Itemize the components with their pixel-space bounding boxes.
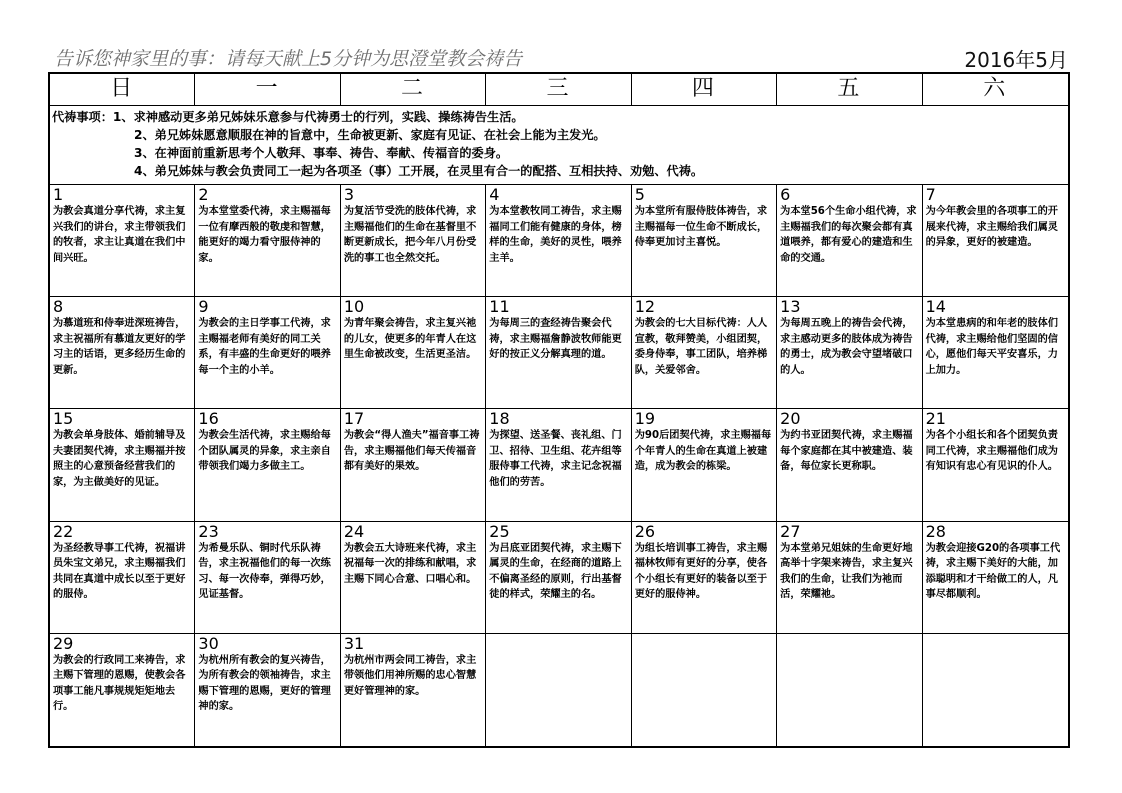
day-prayer-text: 为本堂堂委代祷，求主赐福每一位有摩西般的敬虔和智慧，能更好的竭力看守服侍神的家。 xyxy=(198,206,331,264)
day-prayer-text: 为吕底亚团契代祷，求主赐下属灵的生命，在经商的道路上不偏离圣经的原则，行出基督徒的样式，荣耀主的名。 xyxy=(489,542,622,601)
page-title: 告诉您神家里的事：请每天献上5分钟为思澄堂教会祷告 xyxy=(54,48,523,70)
day-number: 9 xyxy=(198,297,209,317)
day-number: 21 xyxy=(925,409,946,429)
day-prayer-text: 为教会“得人渔夫”福音事工祷告，求主赐福他们每天传福音都有美好的果效。 xyxy=(343,430,480,473)
day-number: 17 xyxy=(343,409,365,429)
day-number: 3 xyxy=(343,185,355,204)
prayer-note: 3、在神面前重新思考个人敬拜、事奉、祷告、奉献、传福音的委身。 xyxy=(134,146,509,160)
day-cell xyxy=(486,634,631,746)
day-prayer-text: 为青年聚会祷告，求主复兴祂的儿女，使更多的年青人在这里生命被改变，生活更圣洁。 xyxy=(343,318,477,361)
day-cell xyxy=(777,522,922,634)
day-number: 11 xyxy=(489,297,510,317)
calendar xyxy=(48,72,1070,748)
day-cell xyxy=(50,297,195,409)
day-cell xyxy=(486,185,631,297)
day-prayer-text: 为组长培训事工祷告，求主赐福林牧师有更好的分享，使各个小组长有更好的装备以至于更好的服侍神。 xyxy=(634,542,768,601)
prayer-note: 4、弟兄姊妹与教会负责同工一起为各项圣（事）工开展，在灵里有合一的配搭、互相扶持、劝勉、代祷。 xyxy=(134,164,704,178)
day-number: 22 xyxy=(53,521,74,541)
day-cell xyxy=(50,409,195,521)
day-number: 30 xyxy=(198,633,219,653)
day-number: 8 xyxy=(53,297,64,317)
day-cell xyxy=(341,185,486,297)
day-number: 10 xyxy=(343,297,365,317)
day-number: 19 xyxy=(634,409,656,429)
weekday-sunday: 日 xyxy=(50,74,195,105)
day-cell xyxy=(777,409,922,521)
day-number: 25 xyxy=(489,521,510,541)
day-prayer-text: 为每周五晚上的祷告会代祷，求主感动更多的肢体成为祷告的勇士，成为教会守望堵破口的人。 xyxy=(780,318,913,376)
day-number: 23 xyxy=(198,521,219,541)
weekday-tuesday: 二 xyxy=(341,74,486,105)
day-prayer-text: 为希曼乐队、铜时代乐队祷告，求主祝福他们的每一次练习、每一次侍奉，弹得巧妙，见证基督。 xyxy=(198,542,331,601)
day-prayer-text: 为杭州所有教会的复兴祷告，为所有教会的领袖祷告，求主赐下管理的恩赐，更好的管理神的家。 xyxy=(198,654,331,713)
day-cell xyxy=(632,297,777,409)
day-prayer-text: 为本堂患病的和年老的肢体们代祷，求主赐给他们坚固的信心，愿他们每天平安喜乐，力上加力。 xyxy=(925,318,1058,376)
day-number: 12 xyxy=(634,297,656,317)
day-prayer-text: 为圣经教导事工代祷，祝福讲员朱宝文弟兄，求主赐福我们共同在真道中成长以至于更好的服侍。 xyxy=(53,542,186,601)
prayer-note: 2、弟兄姊妹愿意顺服在神的旨意中，生命被更新、家庭有见证、在社会上能为主发光。 xyxy=(134,128,606,142)
day-number: 29 xyxy=(53,633,74,653)
weekday-wednesday: 三 xyxy=(486,74,631,105)
day-prayer-text: 为各个小组长和各个团契负责同工代祷，求主赐福他们成为有知识有忠心有见识的仆人。 xyxy=(925,430,1058,473)
header xyxy=(48,42,1070,72)
day-number: 16 xyxy=(198,409,219,429)
day-cell xyxy=(923,185,1068,297)
day-prayer-text: 为每周三的查经祷告聚会代祷，求主赐福詹静波牧师能更好的按正义分解真理的道。 xyxy=(489,318,622,361)
day-prayer-text: 为探望、送圣餐、丧礼组、门卫、招待、卫生组、花卉组等服侍事工代祷，求主记念祝福他们的劳苦。 xyxy=(489,430,622,488)
day-cell xyxy=(486,297,631,409)
day-cell xyxy=(341,522,486,634)
day-prayer-text: 为教会真道分享代祷，求主复兴我们的讲台，求主带领我们的牧者，求主让真道在我们中间兴旺。 xyxy=(53,206,186,264)
weekday-saturday: 六 xyxy=(983,76,1008,101)
day-cell xyxy=(341,297,486,409)
day-prayer-text: 为教会的行政同工来祷告，求主赐下管理的恩赐，使教会各项事工能凡事规规矩矩地去行。 xyxy=(53,654,186,713)
day-prayer-text: 为教会生活代祷，求主赐给每个团队属灵的异象，求主亲自带领我们竭力多做主工。 xyxy=(198,430,331,473)
day-cell xyxy=(50,634,195,746)
day-number: 15 xyxy=(53,409,74,429)
day-number: 18 xyxy=(489,409,510,429)
day-cell xyxy=(777,297,922,409)
day-prayer-text: 为复活节受洗的肢体代祷，求主赐福他们的生命在基督里不断更新成长，把今年八月份受洗的事工也全然交托。 xyxy=(343,206,477,264)
day-prayer-text: 为慕道班和侍奉进深班祷告，求主祝福所有慕道友更好的学习主的话语，更多经历生命的更新。 xyxy=(53,318,186,376)
day-number: 4 xyxy=(489,185,500,204)
day-cell xyxy=(50,522,195,634)
day-number: 5 xyxy=(634,185,645,204)
day-cell xyxy=(923,297,1068,409)
day-number: 24 xyxy=(343,521,365,541)
weekday-thursday: 四 xyxy=(632,74,777,105)
day-prayer-text: 为教会的主日学事工代祷，求主赐福老师有美好的同工关系，有丰盛的生命更好的喂养每一个主的小羊。 xyxy=(198,318,331,376)
day-cell xyxy=(777,185,922,297)
day-number: 7 xyxy=(925,185,936,204)
day-cell xyxy=(50,185,195,297)
day-cell xyxy=(923,634,1068,746)
day-prayer-text: 为约书亚团契代祷，求主赐福每个家庭都在其中被建造、装备，每位家长更称职。 xyxy=(780,430,913,473)
weekday-monday: 一 xyxy=(195,74,340,105)
day-grid xyxy=(50,185,1068,746)
day-cell xyxy=(632,522,777,634)
day-prayer-text: 为教会迎接G20的各项事工代祷，求主赐下美好的大能，加添聪明和才干给做工的人，凡事尽都顺利。 xyxy=(925,542,1061,601)
day-cell xyxy=(195,409,340,521)
day-cell xyxy=(632,409,777,521)
prayer-note: 代祷事项：1、求神感动更多弟兄姊妹乐意参与代祷勇士的行列，实践、操练祷告生活。 xyxy=(52,110,524,124)
day-number: 26 xyxy=(634,521,656,541)
day-cell xyxy=(923,522,1068,634)
day-prayer-text: 为90后团契代祷，求主赐福每个年青人的生命在真道上被建造，成为教会的栋梁。 xyxy=(634,430,772,473)
day-prayer-text: 为教会的七大目标代祷：人人宣教，敬拜赞美，小组团契，委身侍奉，事工团队，培养梯队，关爱邻舍。 xyxy=(634,318,768,376)
day-prayer-text: 为本堂教牧同工祷告，求主赐福同工们能有健康的身体，榜样的生命，美好的灵性，喂养主羊。 xyxy=(489,206,622,264)
day-number: 6 xyxy=(780,185,791,204)
day-cell xyxy=(486,522,631,634)
day-number: 28 xyxy=(925,521,946,541)
day-prayer-text: 为教会单身肢体、婚前辅导及夫妻团契代祷，求主赐福并按照主的心意预备经营我们的家，为主做美好的见证。 xyxy=(53,430,186,488)
day-number: 20 xyxy=(780,409,801,429)
prayer-notes xyxy=(50,106,1068,185)
day-cell xyxy=(923,409,1068,521)
day-number: 27 xyxy=(780,521,801,541)
day-prayer-text: 为本堂所有服侍肢体祷告，求主赐福每一位生命不断成长，侍奉更加讨主喜悦。 xyxy=(634,206,768,248)
month-label: 2016年5月 xyxy=(964,48,1068,72)
weekday-header-row xyxy=(50,74,1068,106)
day-cell xyxy=(195,522,340,634)
day-cell xyxy=(341,634,486,746)
day-cell xyxy=(195,297,340,409)
day-cell xyxy=(195,185,340,297)
day-cell xyxy=(632,185,777,297)
day-cell xyxy=(632,634,777,746)
day-prayer-text: 为教会五大诗班来代祷，求主祝福每一次的排练和献唱，求主赐下同心合意、口唱心和。 xyxy=(343,542,477,585)
day-prayer-text: 为杭州市两会同工祷告，求主带领他们用神所赐的忠心智慧更好管理神的家。 xyxy=(343,654,477,697)
day-prayer-text: 为今年教会里的各项事工的开展来代祷，求主赐给我们属灵的异象，更好的被建造。 xyxy=(925,206,1058,248)
weekday-friday: 五 xyxy=(777,74,922,105)
day-prayer-text: 为本堂弟兄姐妹的生命更好地高举十字架来祷告，求主复兴我们的生命，让我们为祂而活，荣耀祂。 xyxy=(780,542,913,601)
day-prayer-text: 为本堂56个生命小组代祷，求主赐福我们的每次聚会都有真道喂养，都有爱心的建造和生命的交通。 xyxy=(780,206,917,264)
day-number: 2 xyxy=(198,185,209,204)
day-number: 13 xyxy=(780,297,801,317)
day-cell xyxy=(486,409,631,521)
day-cell xyxy=(341,409,486,521)
day-cell xyxy=(777,634,922,746)
day-number: 14 xyxy=(925,297,946,317)
day-number: 1 xyxy=(53,185,64,204)
day-number: 31 xyxy=(343,633,365,653)
day-cell xyxy=(195,634,340,746)
